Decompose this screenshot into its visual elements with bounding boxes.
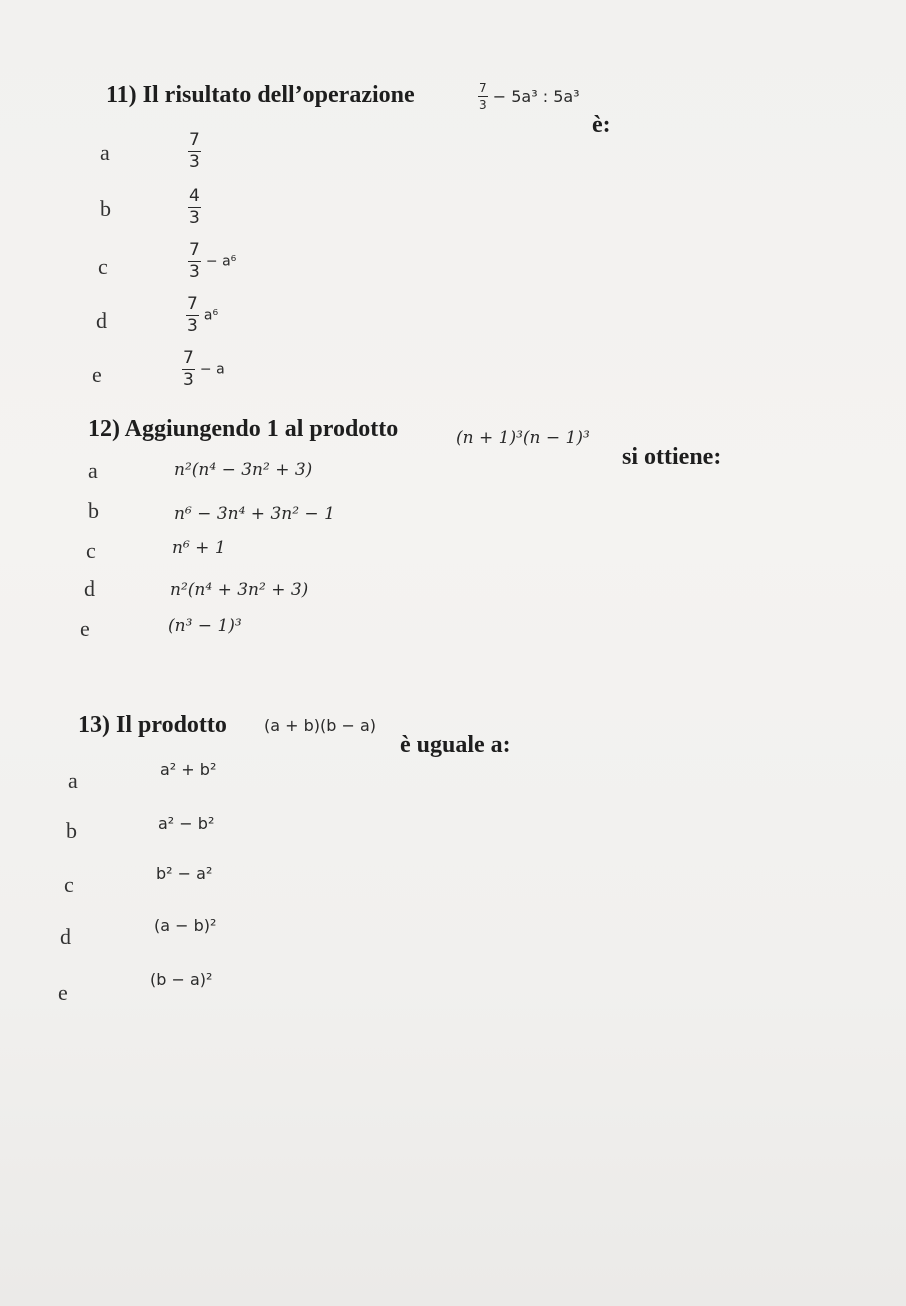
q12-option-e-value: (n³ − 1)³ xyxy=(168,616,242,636)
q13-option-d-value: (a − b)² xyxy=(154,916,217,935)
q13-option-c-letter: c xyxy=(64,872,74,897)
q13-option-e-value: (b − a)² xyxy=(150,970,213,989)
question-11-text: 11) Il risultato dell’operazione xyxy=(106,82,415,108)
q13-option-c-value: b² − a² xyxy=(156,864,213,883)
q12-option-e-letter: e xyxy=(80,616,90,641)
q11-option-c-letter: c xyxy=(98,254,108,279)
q11-option-b-value: $\frac{4}{3}$ xyxy=(189,186,200,228)
q12-option-b-value: n⁶ − 3n⁴ + 3n² − 1 xyxy=(174,504,335,524)
question-13-ending: è uguale a: xyxy=(400,732,511,758)
q11-option-e-value: $\frac{7}{3}$ − a xyxy=(183,348,225,390)
question-12-ending: si ottiene: xyxy=(622,444,722,470)
q11-option-d-value: $\frac{7}{3}$ a⁶ xyxy=(187,294,219,336)
question-13-expression: (a + b)(b − a) xyxy=(264,716,377,735)
q12-option-d-letter: d xyxy=(84,576,95,601)
q11-option-a-value: $\frac{7}{3}$ xyxy=(189,130,200,172)
question-13-title: 13) Il prodotto xyxy=(78,712,227,738)
q13-option-b-letter: b xyxy=(66,818,77,843)
q11-option-b-letter: b xyxy=(100,196,111,221)
q11-option-a-letter: a xyxy=(100,140,110,165)
q11-option-e-letter: e xyxy=(92,362,102,387)
q12-option-a-letter: a xyxy=(88,458,98,483)
question-11-fraction: $\frac{7}{3}$ xyxy=(479,81,487,112)
q13-option-e-letter: e xyxy=(58,980,68,1005)
q12-option-b-letter: b xyxy=(88,498,99,523)
question-11-expression: $\frac{7}{3}$ − 5a³ : 5a³ xyxy=(479,81,580,112)
question-11-title xyxy=(106,82,415,109)
question-12-expression: (n + 1)³(n − 1)³ xyxy=(456,428,590,448)
q13-option-d-letter: d xyxy=(60,924,71,949)
q11-option-c-value: $\frac{7}{3}$ − a⁶ xyxy=(189,240,237,282)
q12-option-c-value: n⁶ + 1 xyxy=(172,538,226,558)
q13-option-a-letter: a xyxy=(68,768,78,793)
q13-option-a-value: a² + b² xyxy=(160,760,217,779)
question-12-title: 12) Aggiungendo 1 al prodotto xyxy=(88,416,399,442)
q12-option-c-letter: c xyxy=(86,538,96,563)
q13-option-b-value: a² − b² xyxy=(158,814,215,833)
q12-option-a-value: n²(n⁴ − 3n² + 3) xyxy=(174,460,313,480)
q11-option-d-letter: d xyxy=(96,308,107,333)
q12-option-d-value: n²(n⁴ + 3n² + 3) xyxy=(170,580,309,600)
question-11-ending: è: xyxy=(592,112,611,138)
